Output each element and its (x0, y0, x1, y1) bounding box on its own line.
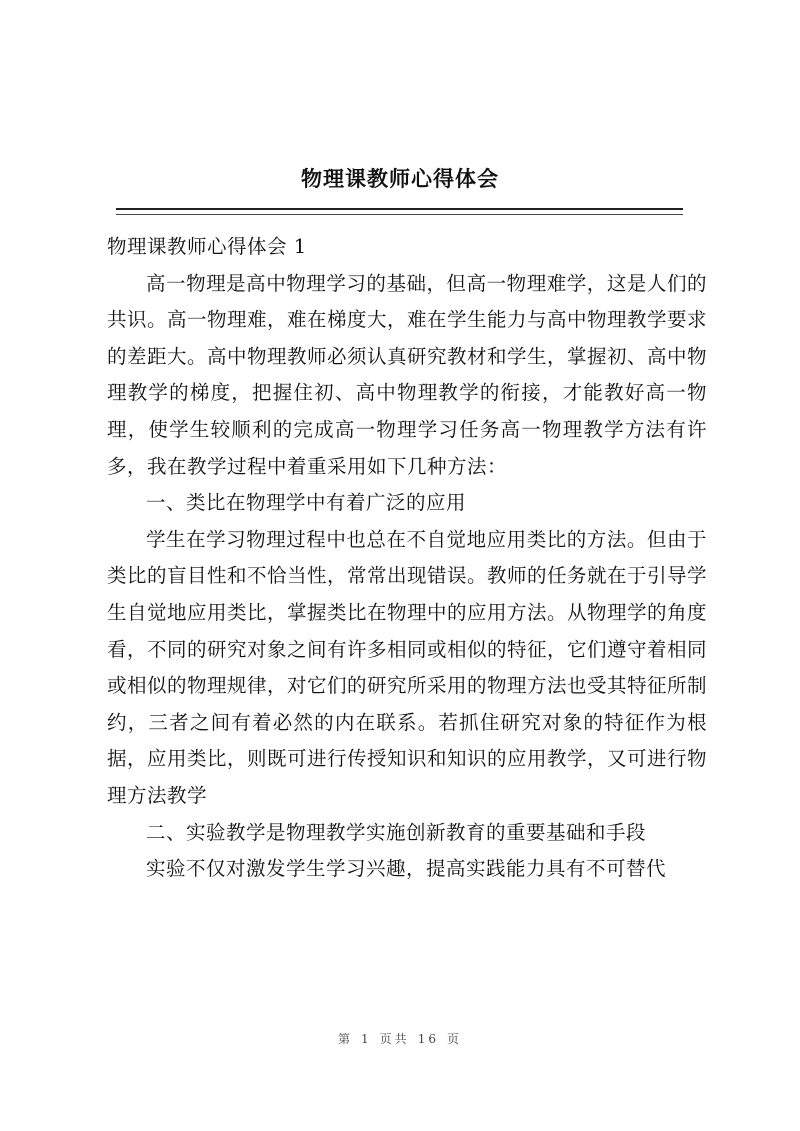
paragraph-analogy: 学生在学习物理过程中也总在不自觉地应用类比的方法。但由于类比的盲目性和不恰当性，常常出现错误。教师的任务就在于引导学生自觉地应用类比，掌握类比在物理中的应用方法。从物理学的角度看，不同的研究对象之间有许多相同或相似的特征，它们遵守着相同或相似的物理规律，对它们的研究所采用的物理方法也受其特征所制约，三者之间有着必然的内在联系。若抓住研究对象的特征作为根据，应用类比，则既可进行传授知识和知识的应用教学，又可进行物理方法教学 (107, 527, 708, 807)
document-title: 物理课教师心得体会 (301, 166, 499, 191)
heading-analogy: 一、类比在物理学中有着广泛的应用 (146, 491, 467, 515)
paragraph-experiment: 实验不仅对激发学生学习兴趣，提高实践能力具有不可替代 (146, 857, 667, 881)
document-body (107, 229, 707, 888)
heading-experiment: 二、实验教学是物理教学实施创新教育的重要基础和手段 (146, 820, 647, 844)
page-footer (0, 1030, 800, 1047)
title-rule-thick (116, 208, 683, 210)
section-heading: 物理课教师心得体会 1 (107, 235, 307, 258)
footer-prefix: 第 (338, 1032, 354, 1046)
footer-page-number: 1 (361, 1032, 372, 1046)
footer-suffix: 页 (446, 1032, 462, 1046)
footer-total-pages: 16 (417, 1032, 439, 1046)
title-rule-thin (116, 214, 683, 215)
footer-middle: 页共 (379, 1032, 410, 1046)
paragraph-intro: 高一物理是高中物理学习的基础，但高一物理难学，这是人们的共识。高一物理难，难在梯度大，难在学生能力与高中物理教学要求的差距大。高中物理教师必须认真研究教材和学生，掌握初、高中物理教学的梯度，把握住初、高中物理教学的衔接，才能教好高一物理，使学生较顺利的完成高一物理学习任务高一物理教学方法有许多，我在教学过程中着重采用如下几种方法： (107, 271, 708, 478)
